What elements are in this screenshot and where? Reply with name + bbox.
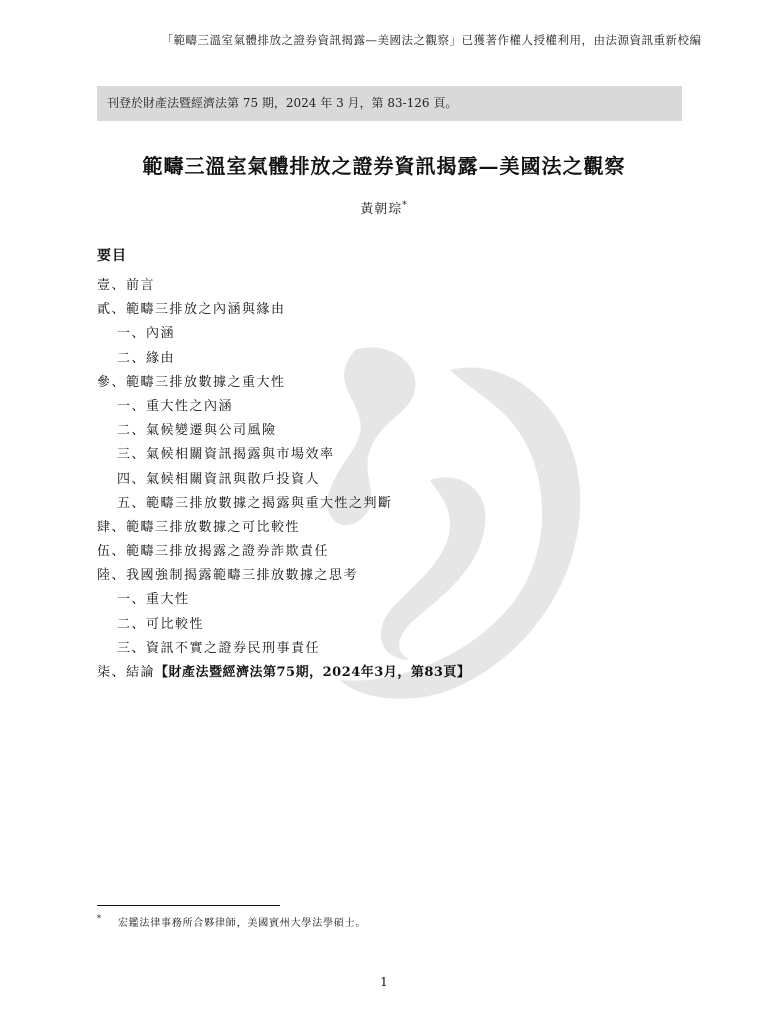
toc-subitem: 二、氣候變遷與公司風險 <box>117 423 277 439</box>
toc-subitem: 一、內涵 <box>117 326 176 342</box>
source-citation: 【財產法暨經濟法第75期，2024年3月，第83頁】 <box>155 665 471 680</box>
toc-subitem: 一、重大性之內涵 <box>117 398 234 414</box>
author-name: 黃朝琮 <box>360 202 403 217</box>
toc-item: 參、範疇三排放數據之重大性 <box>97 374 286 390</box>
toc-item: 伍、範疇三排放揭露之證券詐欺責任 <box>97 544 330 560</box>
page-number: 1 <box>380 975 388 989</box>
toc-subitem: 一、重大性 <box>117 592 190 608</box>
toc-item: 肆、範疇三排放數據之可比較性 <box>97 519 301 535</box>
author-line <box>0 198 768 217</box>
footnote-mark: * <box>97 914 102 923</box>
toc-subitem: 三、資訊不實之證券民刑事責任 <box>117 640 321 656</box>
footnote <box>97 914 366 929</box>
table-of-contents <box>97 276 470 687</box>
toc-item-label: 柒、結論 <box>97 665 156 680</box>
footnote-divider <box>97 905 280 906</box>
footnote-text: 宏鑑法律事務所合夥律師，美國賓州大學法學碩士。 <box>117 918 367 929</box>
toc-item: 陸、我國強制揭露範疇三排放數據之思考 <box>97 568 359 584</box>
toc-item-conclusion <box>97 663 470 687</box>
article-title: 範疇三溫室氣體排放之證券資訊揭露—美國法之觀察 <box>142 154 626 178</box>
copyright-header-note: 「範疇三溫室氣體排放之證券資訊揭露—美國法之觀察」已獲著作權人授權利用，由法源資訊重新校編 <box>161 33 702 47</box>
citation-box <box>97 86 682 121</box>
toc-subitem: 二、緣由 <box>117 350 176 366</box>
toc-item: 貳、範疇三排放之內涵與緣由 <box>97 302 286 318</box>
toc-subitem: 三、氣候相關資訊揭露與市場效率 <box>117 447 335 463</box>
toc-item: 壹、前言 <box>97 278 156 293</box>
toc-subitem: 五、範疇三排放數據之揭露與重大性之判斷 <box>117 495 393 511</box>
citation-text: 刊登於財產法暨經濟法第 75 期，2024 年 3 月，第 83-126 頁。 <box>107 96 458 110</box>
toc-subitem: 二、可比較性 <box>117 616 205 632</box>
toc-subitem: 四、氣候相關資訊與散戶投資人 <box>117 471 321 487</box>
toc-heading: 要目 <box>97 248 127 264</box>
author-footnote-mark: * <box>402 200 408 211</box>
